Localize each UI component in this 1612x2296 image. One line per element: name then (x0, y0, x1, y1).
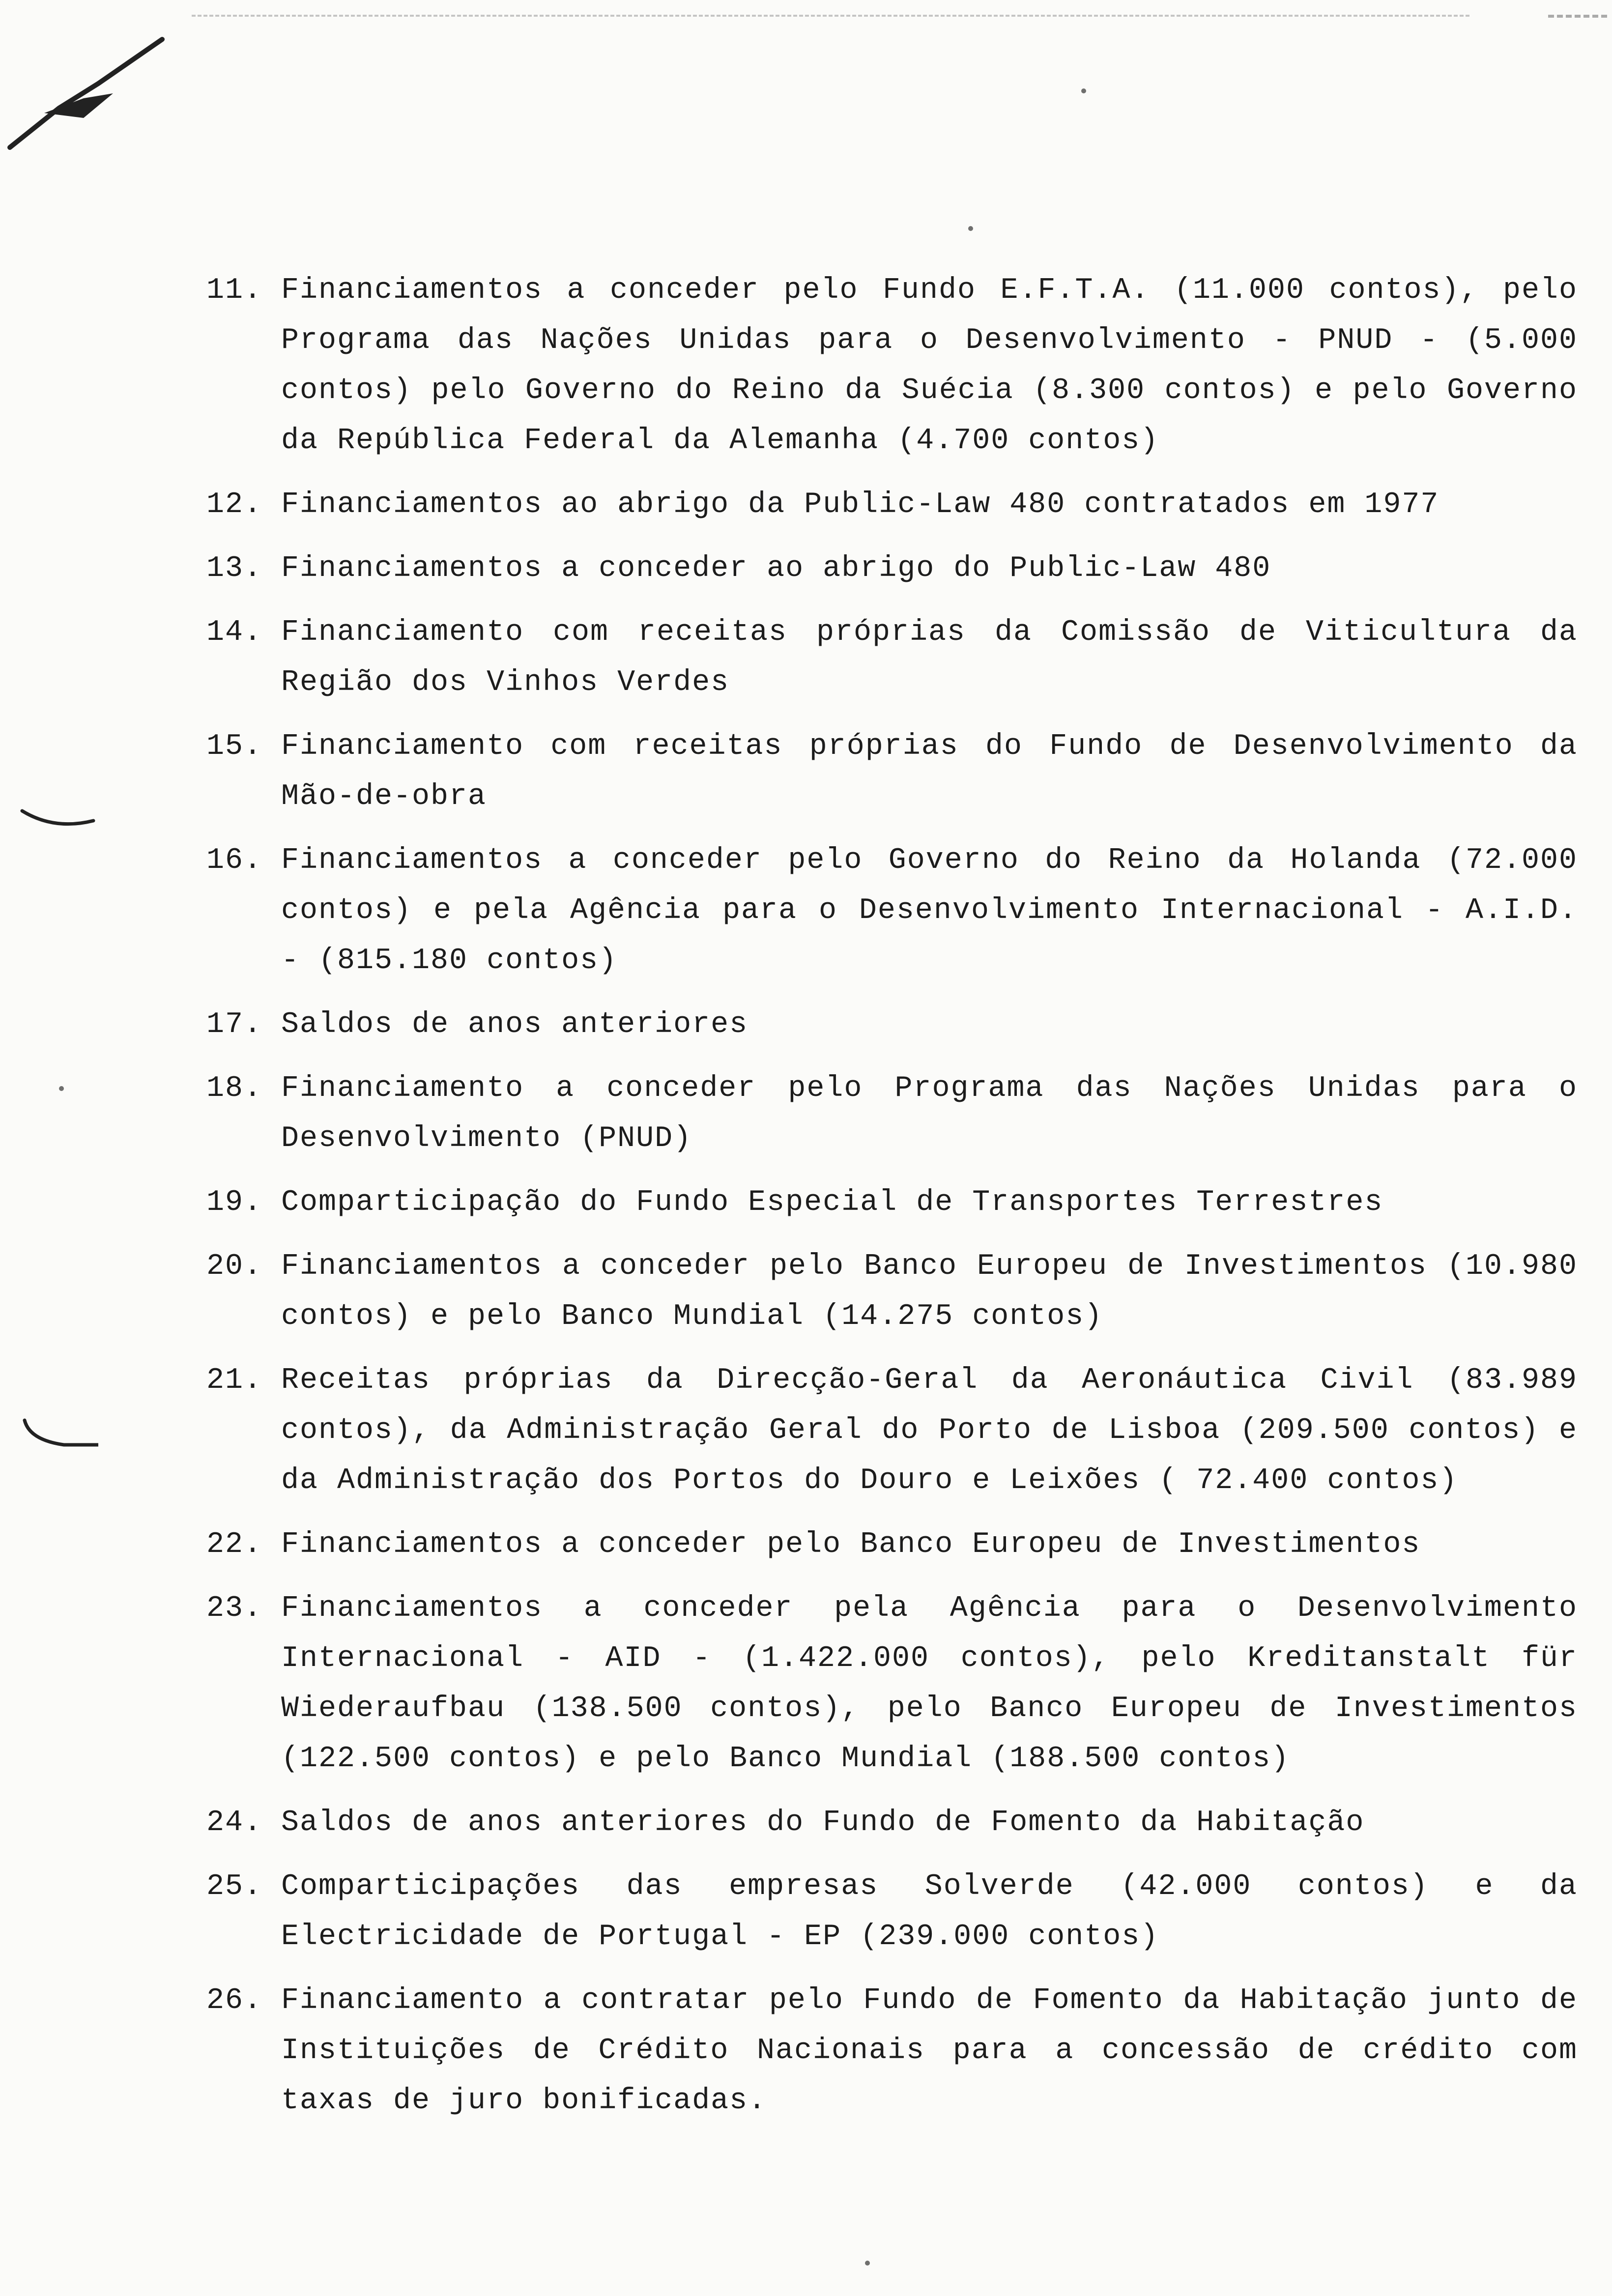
note-number: 26. (206, 1984, 263, 2017)
note-number: 13. (206, 552, 263, 585)
note-text: Financiamento com receitas próprias do Fundo de Desenvolvimento da Mão-de-obra (281, 730, 1578, 813)
note-item (206, 265, 1578, 466)
note-number: 17. (206, 1008, 263, 1041)
note-item (206, 1241, 1578, 1342)
note-item (206, 1177, 1578, 1228)
note-text: Comparticipação do Fundo Especial de Transportes Terrestres (281, 1186, 1383, 1219)
margin-pen-mark (20, 1415, 98, 1455)
note-number: 16. (206, 844, 263, 877)
note-item (206, 544, 1578, 594)
note-item (206, 721, 1578, 822)
note-item (206, 1063, 1578, 1164)
note-text: Financiamentos ao abrigo da Public-Law 480 contratados em 1977 (281, 488, 1439, 521)
note-number: 15. (206, 730, 263, 763)
note-number: 14. (206, 616, 263, 649)
note-number: 20. (206, 1250, 263, 1283)
scan-speck (865, 2261, 870, 2266)
note-text: Financiamentos a conceder ao abrigo do Public-Law 480 (281, 552, 1271, 585)
note-text: Receitas próprias da Direcção-Geral da Aeronáutica Civil (83.989 contos), da Administração Geral do Porto de Lisboa (209.500 contos) e da Administração dos Portos do Douro e Leixões ( 72.400 contos) (281, 1364, 1578, 1497)
scan-artifact-line (192, 15, 1469, 17)
note-item (206, 1583, 1578, 1784)
corner-pen-mark (0, 20, 177, 167)
note-text: Saldos de anos anteriores (281, 1008, 748, 1041)
note-number: 12. (206, 488, 263, 521)
note-number: 19. (206, 1186, 263, 1219)
note-number: 23. (206, 1592, 263, 1625)
note-number: 24. (206, 1806, 263, 1839)
note-text: Comparticipações das empresas Solverde (42.000 contos) e da Electricidade de Portugal - EP (239.000 contos) (281, 1870, 1578, 1953)
note-item (206, 1520, 1578, 1570)
note-number: 11. (206, 274, 263, 307)
note-text: Financiamento a contratar pelo Fundo de Fomento da Habitação junto de Instituições de Crédito Nacionais para a concessão de crédito com taxas de juro bonificadas. (281, 1984, 1578, 2118)
note-text: Financiamentos a conceder pelo Governo do Reino da Holanda (72.000 contos) e pela Agência para o Desenvolvimento Internacional - A.I.D. - (815.180 contos) (281, 844, 1578, 977)
scan-speck (1081, 88, 1086, 93)
note-item (206, 835, 1578, 986)
note-number: 18. (206, 1072, 263, 1105)
scan-speck (59, 1086, 64, 1091)
note-text: Financiamentos a conceder pela Agência para o Desenvolvimento Internacional - AID - (1.422.000 contos), pelo Kreditanstalt für Wiederaufbau (138.500 contos), pelo Banco Europeu de Investimentos (122.500 contos) e pelo Banco Mundial (188.500 contos) (281, 1592, 1578, 1776)
margin-pen-mark (20, 801, 98, 840)
note-item (206, 480, 1578, 530)
note-number: 22. (206, 1528, 263, 1561)
note-text: Financiamento a conceder pelo Programa das Nações Unidas para o Desenvolvimento (PNUD) (281, 1072, 1578, 1155)
note-number: 21. (206, 1364, 263, 1397)
note-number: 25. (206, 1870, 263, 1903)
note-item (206, 1000, 1578, 1050)
note-text: Financiamentos a conceder pelo Fundo E.F.T.A. (11.000 contos), pelo Programa das Nações Unidas para o Desenvolvimento - PNUD - (5.000 contos) pelo Governo do Reino da Suécia (8.300 contos) e pelo Governo da República Federal da Alemanha (4.700 contos) (281, 274, 1578, 458)
note-item (206, 1798, 1578, 1848)
funding-notes-list (206, 265, 1578, 2140)
note-text: Financiamentos a conceder pelo Banco Europeu de Investimentos (281, 1528, 1421, 1561)
note-item (206, 1355, 1578, 1506)
scan-artifact-line-right (1548, 15, 1607, 18)
note-item (206, 1976, 1578, 2126)
note-item (206, 607, 1578, 708)
note-item (206, 1862, 1578, 1962)
note-text: Financiamento com receitas próprias da Comissão de Viticultura da Região dos Vinhos Verdes (281, 616, 1578, 699)
note-text: Financiamentos a conceder pelo Banco Europeu de Investimentos (10.980 contos) e pelo Banco Mundial (14.275 contos) (281, 1250, 1578, 1333)
note-text: Saldos de anos anteriores do Fundo de Fomento da Habitação (281, 1806, 1365, 1839)
scan-speck (968, 226, 973, 231)
